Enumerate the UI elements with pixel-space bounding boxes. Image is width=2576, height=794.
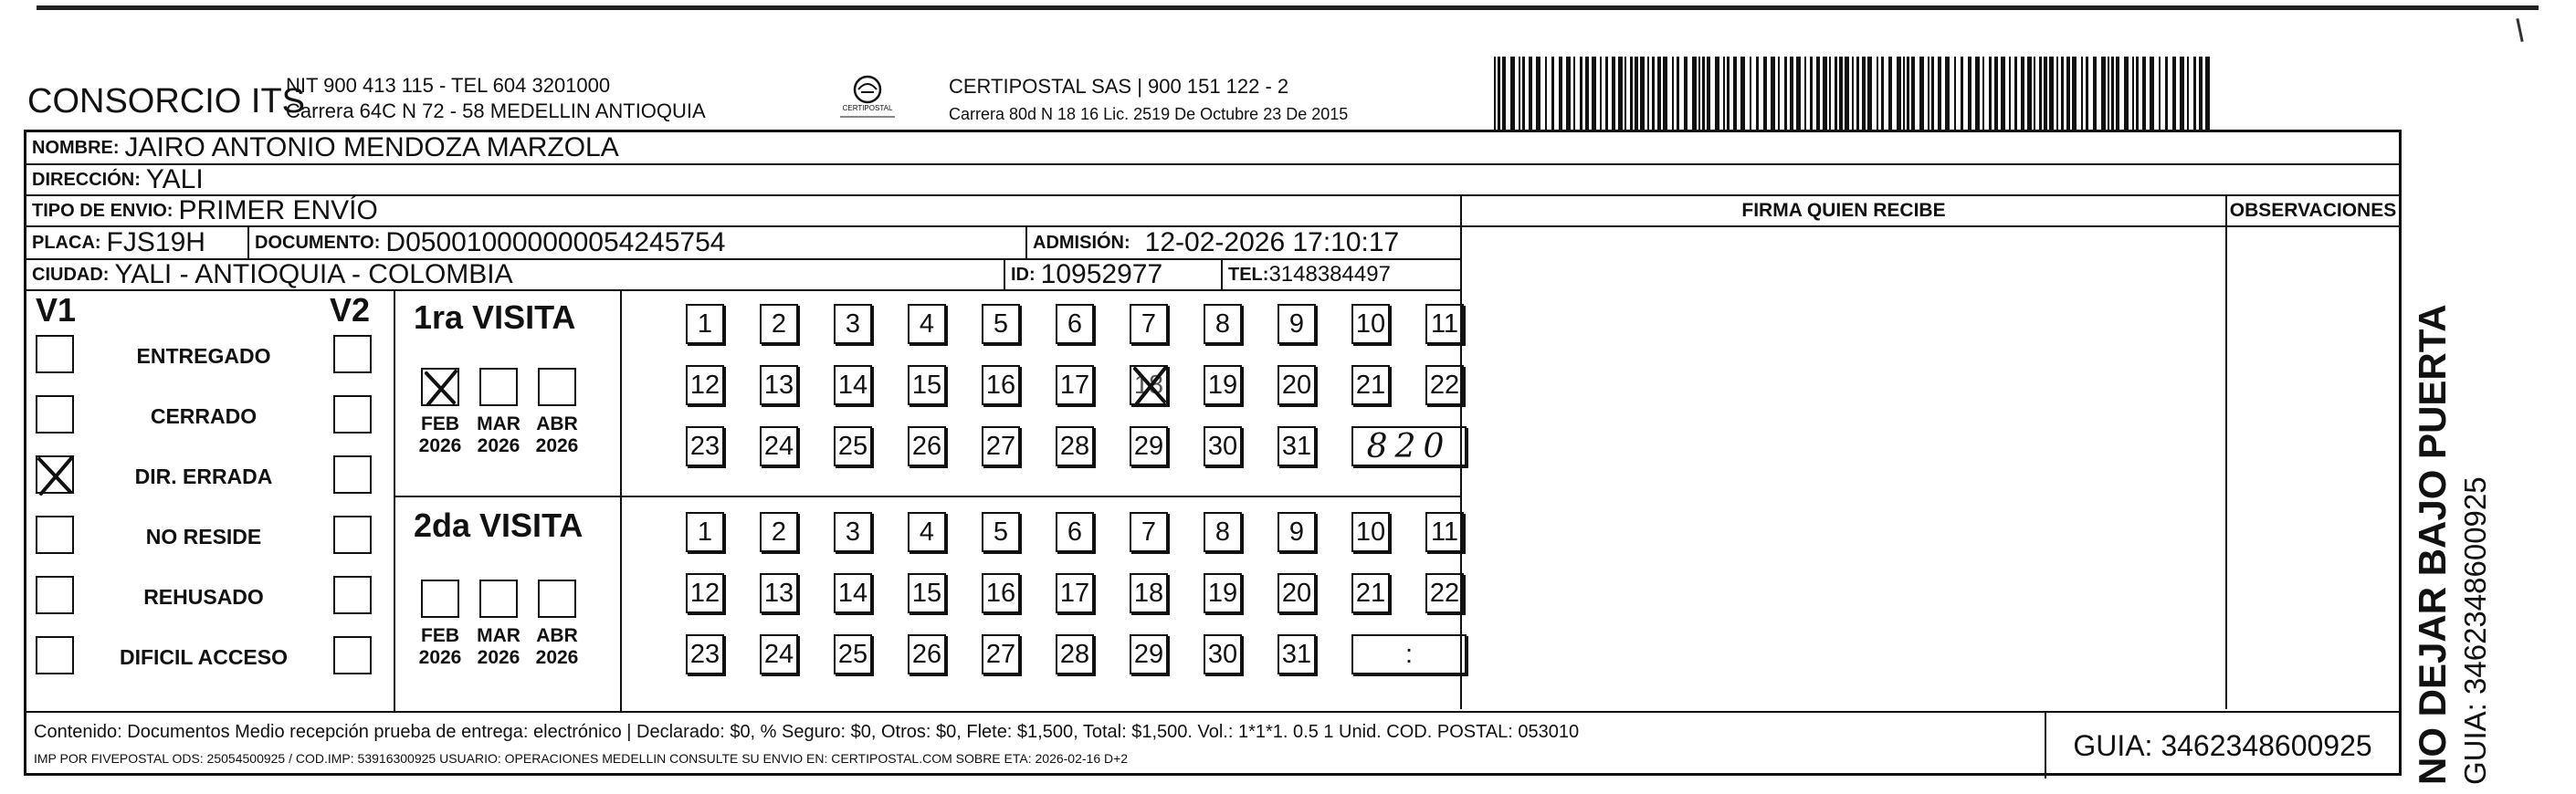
barcode-bar [1919, 57, 1924, 130]
barcode-bar [1707, 57, 1710, 130]
nombre-label: NOMBRE: [32, 137, 120, 158]
row-tipo [26, 196, 1460, 227]
barcode-bar [1635, 57, 1638, 130]
barcode-bar [1961, 57, 1963, 130]
barcode-bar [1630, 57, 1633, 130]
barcode-bar [1829, 57, 1831, 130]
imp-text: IMP POR FIVEPOSTAL ODS: 25054500925 / COD.IMP: 53916300925 USUARIO: OPERACIONES MEDELLIN CONSULTE SU ENVIO EN: CERTIPOSTAL.COM SOBRE ETA: 2026-02-16 D+2 [34, 751, 1129, 766]
day-box[interactable]: 1 [686, 304, 724, 344]
month-checkbox[interactable] [479, 580, 518, 618]
admision-label: ADMISIÓN: [1033, 232, 1130, 253]
first-visit-time[interactable]: 820 [1351, 426, 1467, 466]
month-name: MAR [477, 413, 520, 434]
days-divider [620, 291, 622, 711]
barcode-bar [1954, 57, 1956, 130]
barcode-bar [1698, 57, 1700, 130]
month-year: 2026 [418, 647, 462, 668]
status-label: CERRADO [150, 404, 258, 428]
barcode-bar [1928, 57, 1929, 130]
day-check-mark [1131, 365, 1170, 405]
status-label: DIR. ERRADA [134, 465, 273, 488]
day-box[interactable]: 4 [908, 304, 946, 344]
barcode-bar [2180, 57, 2184, 130]
barcode-bar [1982, 57, 1984, 130]
day-box[interactable]: 9 [1277, 512, 1316, 552]
barcode-bar [2009, 57, 2011, 130]
day-box[interactable]: 10 [1351, 512, 1390, 552]
observaciones-label: OBSERVACIONES [2227, 196, 2399, 227]
barcode-bar [1592, 57, 1596, 130]
day-box[interactable]: 24 [760, 426, 798, 466]
tel-cell [1223, 260, 1460, 289]
barcode-bar [1559, 57, 1562, 130]
barcode-bar [2205, 57, 2210, 130]
barcode-bar [1763, 57, 1767, 130]
certi-line1: CERTIPOSTAL SAS | 900 151 122 - 2 [949, 75, 1289, 98]
day-box[interactable]: 13 [760, 365, 798, 405]
month-label [412, 413, 468, 457]
barcode-bar [1519, 57, 1520, 130]
barcode-bar [2150, 57, 2154, 130]
month-checkbox[interactable] [538, 580, 576, 618]
day-box[interactable]: 5 [982, 304, 1020, 344]
day-box[interactable]: 8 [1204, 512, 1242, 552]
ciudad-value: YALI - ANTIOQUIA - COLOMBIA [114, 259, 513, 289]
barcode-bar [1605, 57, 1608, 130]
barcode-bar [2132, 57, 2134, 130]
barcode-bar [2039, 57, 2042, 130]
barcode-bar [2187, 57, 2189, 130]
status-label: DIFICIL ACCESO [119, 645, 288, 669]
day-box[interactable]: 23 [686, 426, 724, 466]
day-box[interactable]: 17 [1056, 573, 1094, 613]
address-line: Carrera 64C N 72 - 58 MEDELLIN ANTIOQUIA [286, 99, 706, 122]
month-label [529, 413, 585, 457]
barcode-bar [1839, 57, 1843, 130]
barcode-bar [1989, 57, 1992, 130]
month-name: ABR [536, 625, 578, 646]
barcode-bar [1796, 57, 1801, 130]
day-box[interactable]: 12 [686, 573, 724, 613]
barcode-bar [2193, 57, 2196, 130]
barcode-bar [1551, 57, 1554, 130]
day-box[interactable]: 24 [760, 634, 798, 674]
ciudad-cell [26, 260, 1005, 289]
day-box[interactable]: 31 [1277, 634, 1316, 674]
month-label [529, 625, 585, 669]
footer [26, 711, 2399, 777]
direccion-label: DIRECCIÓN: [32, 169, 141, 190]
v2-checkbox[interactable] [333, 335, 372, 373]
day-box[interactable]: 27 [982, 426, 1020, 466]
day-box[interactable]: 25 [834, 634, 872, 674]
month-year: 2026 [477, 435, 520, 456]
month-name: MAR [477, 625, 520, 646]
day-box[interactable]: 18 [1130, 365, 1168, 405]
barcode-bar [1975, 57, 1980, 130]
day-box[interactable]: 18 [1130, 573, 1168, 613]
day-box[interactable]: 11 [1425, 512, 1464, 552]
second-visit-time[interactable]: : [1351, 634, 1467, 674]
barcode-bar [2172, 57, 2176, 130]
v2-checkbox[interactable] [333, 455, 372, 494]
barcode-bar [1522, 57, 1525, 130]
barcode-bar [1816, 57, 1820, 130]
barcode-bar [2093, 57, 2097, 130]
barcode-bar [1545, 57, 1547, 130]
barcode [1494, 57, 2215, 130]
barcode-bar [1723, 57, 1725, 130]
barcode-bar [2199, 57, 2203, 130]
side-notice [2411, 304, 2493, 785]
barcode-bar [2056, 57, 2058, 130]
barcode-bar [2044, 57, 2047, 130]
v1-checkbox[interactable] [36, 576, 74, 614]
barcode-bar [2021, 57, 2024, 130]
day-box[interactable]: 28 [1056, 426, 1094, 466]
visits-mid-divider [394, 496, 1460, 497]
day-box[interactable]: 6 [1056, 512, 1094, 552]
documento-value: D050010000000054245754 [385, 227, 726, 257]
day-box[interactable]: 26 [908, 426, 946, 466]
barcode-bar [1810, 57, 1813, 130]
barcode-bar [1784, 57, 1787, 130]
barcode-bar [1580, 57, 1582, 130]
barcode-bar [2111, 57, 2114, 130]
barcode-bar [1702, 57, 1705, 130]
id-cell [1005, 260, 1223, 289]
certi-line2: Carrera 80d N 18 16 Lic. 2519 De Octubre 23 De 2015 [949, 105, 1349, 123]
id-value: 10952977 [1040, 259, 1163, 289]
barcode-bar [1715, 57, 1719, 130]
day-box[interactable]: 15 [908, 365, 946, 405]
barcode-bar [1502, 57, 1506, 130]
month-year: 2026 [535, 435, 579, 456]
barcode-bar [2165, 57, 2168, 130]
barcode-bar [2108, 57, 2109, 130]
day-box[interactable]: 23 [686, 634, 724, 674]
day-box[interactable]: 12 [686, 365, 724, 405]
barcode-bar [1733, 57, 1737, 130]
day-box[interactable]: 19 [1204, 573, 1242, 613]
company-name: CONSORCIO ITS [27, 82, 306, 120]
day-box[interactable]: 3 [834, 304, 872, 344]
day-box[interactable]: 22 [1425, 573, 1464, 613]
v2-checkbox[interactable] [333, 576, 372, 614]
day-box[interactable]: 11 [1425, 304, 1464, 344]
day-box[interactable]: 29 [1130, 426, 1168, 466]
company-info [286, 73, 706, 124]
barcode-bar [1600, 57, 1602, 130]
day-box[interactable]: 25 [834, 426, 872, 466]
delivery-form [24, 130, 2402, 776]
day-box[interactable]: 2 [760, 304, 798, 344]
day-box[interactable]: 21 [1351, 365, 1390, 405]
contenido-text: Contenido: Documentos Medio recepción prueba de entrega: electrónico | Declarado: $0, % Seguro: $0, Otros: $0, Flete: $1,500, Total: $1,500. Vol.: 1*1*1. 0.5 1 Unid. COD. POSTAL: 053010 [34, 722, 1580, 742]
status-label: REHUSADO [143, 585, 264, 609]
visits-area [26, 291, 1460, 711]
v1-checkbox[interactable] [36, 335, 74, 373]
month-label [412, 625, 468, 669]
tipo-value: PRIMER ENVÍO [178, 195, 378, 225]
documento-label: DOCUMENTO: [255, 232, 381, 253]
guia-number: GUIA: 3462348600925 [2045, 713, 2399, 778]
status-label: NO RESIDE [145, 525, 262, 548]
barcode-bar [1835, 57, 1837, 130]
barcode-bar [1852, 57, 1854, 130]
v1-check-mark [36, 455, 76, 496]
barcode-bar [2014, 57, 2017, 130]
nombre-value: JAIRO ANTONIO MENDOZA MARZOLA [124, 132, 619, 162]
barcode-bar [1790, 57, 1793, 130]
tipo-label: TIPO DE ENVIO: [32, 200, 173, 221]
barcode-bar [1536, 57, 1540, 130]
barcode-bar [1938, 57, 1941, 130]
day-box[interactable]: 27 [982, 634, 1020, 674]
row-direccion [26, 165, 2399, 196]
v2-checkbox[interactable] [333, 395, 372, 434]
barcode-bar [1903, 57, 1905, 130]
ciudad-label: CIUDAD: [32, 264, 110, 285]
row-ciudad [26, 260, 1460, 291]
barcode-bar [1994, 57, 1998, 130]
barcode-bar [1856, 57, 1859, 130]
barcode-bar [1897, 57, 1901, 130]
barcode-bar [1881, 57, 1884, 130]
visits-divider [394, 291, 395, 711]
side-guia: GUIA: 3462348600925 [2458, 476, 2492, 785]
barcode-bar [1931, 57, 1934, 130]
barcode-bar [1750, 57, 1751, 130]
day-box[interactable]: 15 [908, 573, 946, 613]
barcode-bar [2001, 57, 2005, 130]
day-box[interactable]: 16 [982, 365, 1020, 405]
barcode-bar [1867, 57, 1872, 130]
day-box[interactable]: 20 [1277, 573, 1316, 613]
barcode-bar [2034, 57, 2035, 130]
barcode-bar [2061, 57, 2064, 130]
barcode-bar [1888, 57, 1892, 130]
day-box[interactable]: 26 [908, 634, 946, 674]
day-box[interactable]: 10 [1351, 304, 1390, 344]
barcode-bar [1612, 57, 1615, 130]
v2-label: V2 [330, 291, 371, 329]
day-box[interactable]: 13 [760, 573, 798, 613]
placa-cell [26, 227, 249, 258]
barcode-bar [1911, 57, 1915, 130]
direccion-value: YALI [145, 164, 204, 194]
month-checkbox[interactable] [538, 368, 576, 406]
barcode-bar [1862, 57, 1866, 130]
barcode-bar [1771, 57, 1775, 130]
barcode-bar [2049, 57, 2054, 130]
observaciones-area[interactable] [2227, 196, 2399, 709]
month-name: ABR [536, 413, 578, 434]
barcode-bar [1618, 57, 1623, 130]
barcode-bar [2086, 57, 2088, 130]
barcode-bar [1494, 57, 1496, 130]
documento-cell [249, 227, 1025, 258]
tel-value: 3148384497 [1268, 262, 1391, 287]
day-box[interactable]: 30 [1204, 426, 1242, 466]
barcode-bar [1692, 57, 1697, 130]
month-year: 2026 [418, 435, 462, 456]
row-nombre [26, 132, 2399, 165]
day-box[interactable]: 30 [1204, 634, 1242, 674]
day-box[interactable]: 17 [1056, 365, 1094, 405]
barcode-bar [1652, 57, 1655, 130]
barcode-bar [1566, 57, 1571, 130]
barcode-bar [1585, 57, 1589, 130]
barcode-bar [2116, 57, 2119, 130]
barcode-bar [1968, 57, 1971, 130]
day-box[interactable]: 3 [834, 512, 872, 552]
barcode-bar [1907, 57, 1909, 130]
barcode-bar [1945, 57, 1950, 130]
top-border-line [37, 5, 2539, 10]
barcode-bar [1677, 57, 1679, 130]
v1-label: V1 [36, 291, 77, 329]
day-box[interactable]: 20 [1277, 365, 1316, 405]
barcode-bar [1727, 57, 1730, 130]
day-box[interactable]: 4 [908, 512, 946, 552]
day-box[interactable]: 14 [834, 573, 872, 613]
v1-checkbox[interactable] [36, 516, 74, 554]
admision-value: 12-02-2026 17:10:17 [1144, 227, 1400, 257]
first-visit-title: 1ra VISITA [414, 298, 576, 336]
barcode-bar [2142, 57, 2146, 130]
month-year: 2026 [535, 647, 579, 668]
second-visit-title: 2da VISITA [414, 507, 584, 544]
logo-text: CERTIPOSTAL [842, 104, 893, 112]
barcode-bar [2159, 57, 2161, 130]
barcode-bar [2027, 57, 2032, 130]
day-box[interactable]: 28 [1056, 634, 1094, 674]
barcode-bar [2124, 57, 2129, 130]
barcode-bar [1672, 57, 1674, 130]
day-box[interactable]: 19 [1204, 365, 1242, 405]
barcode-bar [1804, 57, 1806, 130]
stray-mark [2516, 18, 2523, 42]
v2-checkbox[interactable] [333, 516, 372, 554]
admision-cell [1025, 227, 1460, 258]
barcode-bar [2101, 57, 2106, 130]
tel-label: TEL: [1228, 264, 1269, 285]
barcode-bar [2072, 57, 2077, 130]
barcode-bar [1624, 57, 1626, 130]
certipostal-logo [831, 71, 904, 124]
month-name: FEB [421, 413, 459, 434]
barcode-bar [1529, 57, 1532, 130]
barcode-bar [2136, 57, 2139, 130]
firma-label: FIRMA QUIEN RECIBE [1462, 196, 2225, 227]
month-label [470, 413, 527, 457]
barcode-bar [2066, 57, 2070, 130]
barcode-bar [1778, 57, 1780, 130]
v2-checkbox[interactable] [333, 636, 372, 674]
barcode-bar [1740, 57, 1745, 130]
day-box[interactable]: 29 [1130, 634, 1168, 674]
barcode-bar [1657, 57, 1661, 130]
day-box[interactable]: 9 [1277, 304, 1316, 344]
certipostal-info [949, 73, 1348, 128]
v1-checkbox[interactable] [36, 395, 74, 434]
day-box[interactable]: 6 [1056, 304, 1094, 344]
day-box[interactable]: 16 [982, 573, 1020, 613]
v1-checkbox[interactable] [36, 636, 74, 674]
barcode-bar [1877, 57, 1878, 130]
placa-label: PLACA: [32, 232, 101, 253]
barcode-bar [1510, 57, 1515, 130]
barcode-bar [2081, 57, 2083, 130]
status-label: ENTREGADO [136, 344, 271, 368]
placa-value: FJS19H [106, 227, 205, 257]
day-box[interactable]: 1 [686, 512, 724, 552]
day-box[interactable]: 2 [760, 512, 798, 552]
nit-line: NIT 900 413 115 - TEL 604 3201000 [286, 74, 611, 97]
day-box[interactable]: 31 [1277, 426, 1316, 466]
month-check-mark [423, 370, 459, 406]
barcode-bar [1640, 57, 1645, 130]
side-warning: NO DEJAR BAJO PUERTA [2411, 304, 2454, 785]
barcode-bar [1663, 57, 1667, 130]
barcode-bar [1756, 57, 1759, 130]
barcode-bar [1845, 57, 1849, 130]
month-checkbox[interactable] [479, 368, 518, 406]
month-checkbox[interactable] [421, 580, 459, 618]
day-box[interactable]: 8 [1204, 304, 1242, 344]
day-box[interactable]: 5 [982, 512, 1020, 552]
barcode-bar [1498, 57, 1500, 130]
id-label: ID: [1011, 264, 1036, 285]
month-year: 2026 [477, 647, 520, 668]
row-placa [26, 227, 1460, 260]
barcode-bar [1573, 57, 1575, 130]
month-label [470, 625, 527, 669]
day-box[interactable]: 21 [1351, 573, 1390, 613]
day-box[interactable]: 22 [1425, 365, 1464, 405]
firma-area[interactable] [1460, 196, 2227, 709]
barcode-bar [1647, 57, 1649, 130]
barcode-bar [1684, 57, 1688, 130]
day-box[interactable]: 14 [834, 365, 872, 405]
month-name: FEB [421, 625, 459, 646]
day-box[interactable]: 7 [1130, 304, 1168, 344]
barcode-bar [1823, 57, 1827, 130]
day-box[interactable]: 7 [1130, 512, 1168, 552]
